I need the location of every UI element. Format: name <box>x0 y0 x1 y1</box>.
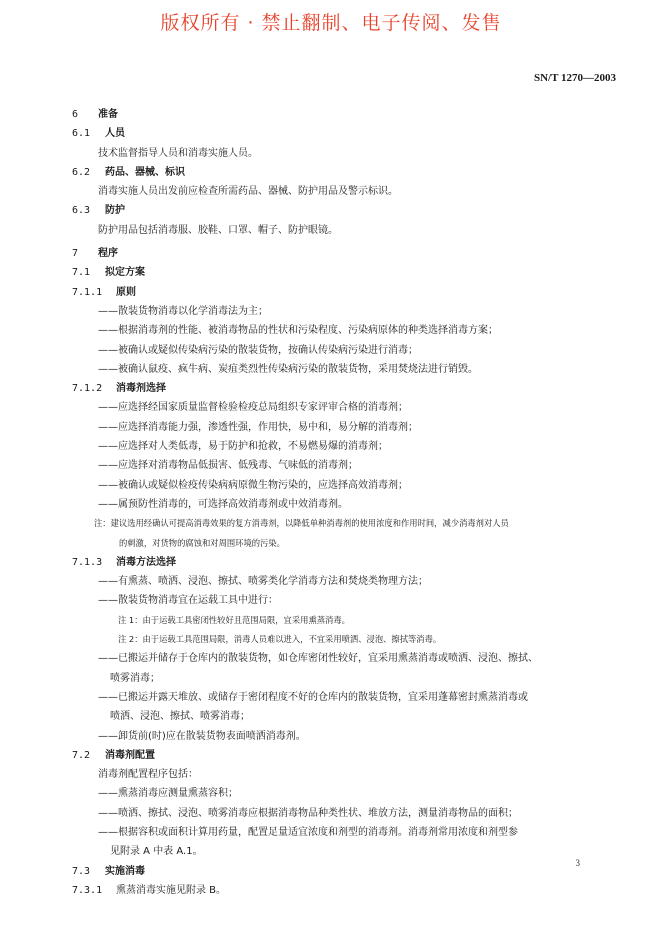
subsection-heading <box>72 163 592 182</box>
watermark: 版权所有 · 禁止翻制、电子传阅、发售 <box>160 12 502 34</box>
note-text: 注：建议选用经确认可提高消毒效果的复方消毒剂，以降低单种消毒剂的使用浓度和作用时间，减少消毒剂对人员 <box>94 518 509 529</box>
paragraph-text: 防护用品包括消毒服、胶鞋、口罩、帽子、防护眼镜。 <box>98 224 338 236</box>
list-item: ——卸货前(时)应在散装货物表面喷洒消毒剂。 <box>98 730 306 742</box>
section-number: 6.2 <box>72 166 91 178</box>
section-title: 熏蒸消毒实施见附录 B。 <box>116 884 227 896</box>
section-number: 7.1.3 <box>72 556 103 568</box>
subsection-heading <box>72 263 592 282</box>
subsection-heading <box>72 862 592 881</box>
list-item: ——有熏蒸、喷洒、浸泡、擦拭、喷雾类化学消毒方法和焚烧类物理方法； <box>98 576 428 588</box>
paragraph-text: 喷洒、浸泡、擦拭、喷雾消毒； <box>110 711 250 723</box>
section-title: 原则 <box>116 286 136 298</box>
paragraph-text: 消毒剂配置程序包括： <box>98 769 198 781</box>
list-item: ——已搬运并露天堆放、或储存于密闭程度不好的仓库内的散装货物，宜采用蓬幕密封熏蒸消毒或 <box>98 691 528 703</box>
section-number: 7.2 <box>72 749 91 761</box>
list-item: ——被确认或疑似检疫传染病病原微生物污染的，应选择高效消毒剂； <box>98 479 408 491</box>
section-title: 防护 <box>105 205 125 217</box>
subsection-heading <box>72 379 592 398</box>
section-number: 6.3 <box>72 205 91 217</box>
section-number: 6.1 <box>72 128 91 140</box>
list-item: ——应选择经国家质量监督检验检疫总局组织专家评审合格的消毒剂； <box>98 402 408 414</box>
note-text: 注 1：由于运载工具密闭性较好且范围局限，宜采用熏蒸消毒。 <box>118 614 350 625</box>
section-number: 7.1.2 <box>72 383 103 395</box>
section-title: 人员 <box>105 128 125 140</box>
list-item: ——应选择消毒能力强，渗透性强，作用快，易中和，易分解的消毒剂； <box>98 421 418 433</box>
list-item: ——根据容积或面积计算用药量，配置足量适宜浓度和剂型的消毒剂。消毒剂常用浓度和剂型参 <box>98 826 518 838</box>
section-title: 消毒剂选择 <box>116 383 166 395</box>
section-number: 7.1.1 <box>72 286 103 298</box>
list-item: ——被确认或疑似传染病污染的散装货物，按确认传染病污染进行消毒； <box>98 344 418 356</box>
standard-code: SN/T 1270—2003 <box>533 72 616 84</box>
section-title: 消毒方法选择 <box>116 556 176 568</box>
list-item: ——熏蒸消毒应测量熏蒸容积； <box>98 788 238 800</box>
paragraph-text: 技术监督指导人员和消毒实施人员。 <box>98 147 258 159</box>
section-title: 消毒剂配置 <box>105 749 155 761</box>
section-number: 7 <box>72 248 79 260</box>
list-item: ——应选择对人类低毒，易于防护和抢救，不易燃易爆的消毒剂； <box>98 441 388 453</box>
section-number: 7.3.1 <box>72 884 103 896</box>
section-number: 7.3 <box>72 865 91 877</box>
paragraph-text: 喷雾消毒； <box>110 672 160 684</box>
section-title: 程序 <box>98 248 118 260</box>
paragraph-text: 消毒实施人员出发前应检查所需药品、器械、防护用品及警示标识。 <box>98 186 398 198</box>
section-heading <box>72 105 592 124</box>
list-item: ——应选择对消毒物品低损害、低残毒、气味低的消毒剂； <box>98 460 358 472</box>
list-item: ——散装货物消毒宜在运载工具中进行： <box>98 595 278 607</box>
list-item: ——被确认鼠疫、疯牛病、炭疽类烈性传染病污染的散装货物，采用焚烧法进行销毁。 <box>98 363 478 375</box>
subsection-heading <box>72 283 592 302</box>
list-item: ——根据消毒剂的性能、被消毒物品的性状和污染程度、污染病原体的种类选择消毒方案； <box>98 325 498 337</box>
section-title: 准备 <box>98 109 118 120</box>
list-item: ——喷洒、擦拭、浸泡、喷雾消毒应根据消毒物品种类性状、堆放方法，测量消毒物品的面积； <box>98 807 518 819</box>
list-item: ——散装货物消毒以化学消毒法为主； <box>98 305 268 317</box>
subsection-heading <box>72 881 592 900</box>
section-title: 拟定方案 <box>105 267 145 279</box>
subsection-heading <box>72 553 592 572</box>
page-number: 3 <box>575 858 580 868</box>
section-title: 实施消毒 <box>105 865 145 877</box>
paragraph-text: 见附录 A 中表 A.1。 <box>110 846 203 858</box>
note-text: 的刺激，对货物的腐蚀和对周围环境的污染。 <box>119 537 285 548</box>
note-text: 注 2：由于运载工具范围局限，消毒人员难以进入，不宜采用喷洒、浸泡、擦拭等消毒。 <box>118 634 442 645</box>
section-number: 7.1 <box>72 267 91 279</box>
document-body <box>72 105 592 900</box>
subsection-heading <box>72 746 592 765</box>
section-title: 药品、器械、标识 <box>105 166 185 178</box>
subsection-heading <box>72 124 592 143</box>
list-item: ——已搬运并储存于仓库内的散装货物，如仓库密闭性较好，宜采用熏蒸消毒或喷洒、浸泡、擦拭、 <box>98 653 538 665</box>
section-number: 6 <box>72 109 79 120</box>
section-heading <box>72 244 592 263</box>
subsection-heading <box>72 201 592 220</box>
list-item: ——属预防性消毒的，可选择高效消毒剂或中效消毒剂。 <box>98 498 348 510</box>
